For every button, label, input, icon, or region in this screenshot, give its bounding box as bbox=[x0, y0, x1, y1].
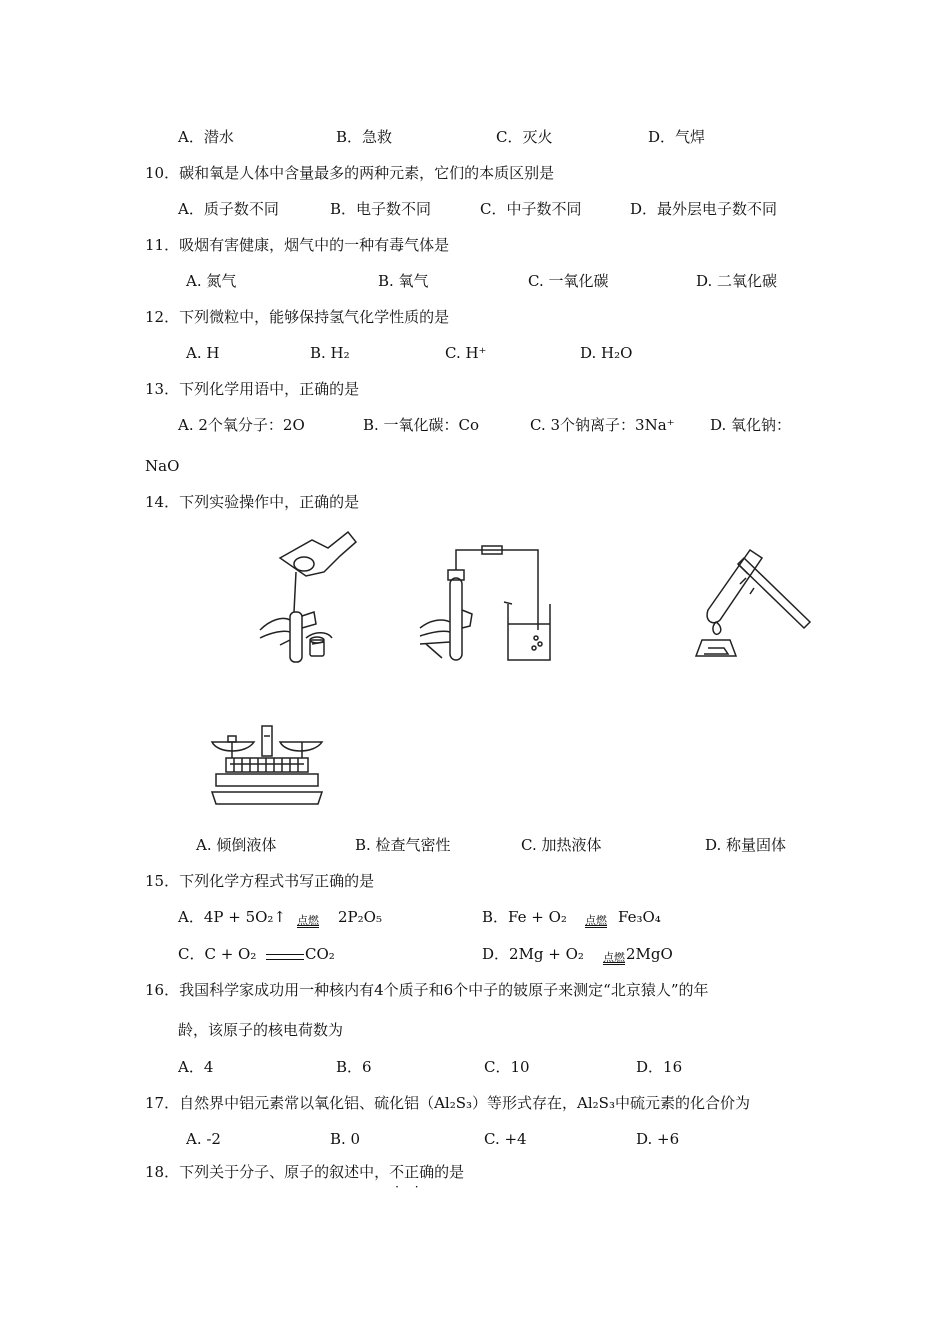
q15-option-c-left: C．C + O₂ bbox=[178, 945, 257, 963]
weighing-solid-figure bbox=[208, 722, 326, 810]
q10-stem: 10．碳和氧是人体中含量最多的两种元素，它们的本质区别是 bbox=[145, 164, 555, 182]
q11-stem: 11．吸烟有害健康，烟气中的一种有毒气体是 bbox=[145, 236, 450, 254]
q14-option-d: D. 称量固体 bbox=[705, 836, 787, 854]
q16-stem-line2: 龄，该原子的核电荷数为 bbox=[178, 1021, 344, 1039]
q17-option-a: A. -2 bbox=[186, 1130, 221, 1148]
q17-option-d: D. +6 bbox=[636, 1130, 680, 1148]
q10-option-d: D．最外层电子数不同 bbox=[630, 200, 778, 218]
q15-option-a-right: 2P₂O₅ bbox=[338, 908, 382, 926]
q10-option-c: C．中子数不同 bbox=[480, 200, 582, 218]
q13-option-d-wrap: NaO bbox=[145, 457, 180, 475]
q16-option-c: C．10 bbox=[484, 1058, 530, 1076]
q17-option-b: B. 0 bbox=[330, 1130, 361, 1148]
q15-a-condition: 点燃 bbox=[297, 914, 319, 927]
q15-option-b-left: B．Fe + O₂ bbox=[482, 908, 567, 926]
q14-stem: 14．下列实验操作中，正确的是 bbox=[145, 493, 360, 511]
q18-stem bbox=[145, 1162, 464, 1182]
q12-option-b: B. H₂ bbox=[310, 344, 350, 362]
q9-option-c: C．灭火 bbox=[496, 128, 553, 146]
q16-option-b: B．6 bbox=[336, 1058, 372, 1076]
q14-option-a: A. 倾倒液体 bbox=[196, 836, 277, 854]
q17-stem: 17．自然界中铝元素常以氧化铝、硫化铝（Al₂S₃）等形式存在，Al₂S₃中硫元素的化合价为 bbox=[145, 1094, 750, 1112]
q15-stem: 15．下列化学方程式书写正确的是 bbox=[145, 872, 375, 890]
q18-stem-part-a: 18．下列关于分子、原子的叙述中， bbox=[145, 1163, 390, 1181]
q13-option-a: A. 2个氧分子：2O bbox=[178, 416, 305, 434]
q18-stem-part-c: 的是 bbox=[434, 1163, 465, 1181]
q15-b-condition: 点燃 bbox=[585, 914, 607, 927]
q13-option-c: C. 3个钠离子：3Na⁺ bbox=[530, 416, 675, 434]
q9-option-d: D．气焊 bbox=[648, 128, 706, 146]
q9-option-a: A．潜水 bbox=[178, 128, 234, 146]
q13-stem: 13．下列化学用语中，正确的是 bbox=[145, 380, 360, 398]
q10-option-b: B．电子数不同 bbox=[330, 200, 432, 218]
q17-option-c: C. +4 bbox=[484, 1130, 527, 1148]
q15-c-equals bbox=[266, 954, 304, 960]
q12-option-c: C. H⁺ bbox=[445, 344, 487, 362]
q11-option-d: D. 二氧化碳 bbox=[696, 272, 778, 290]
q16-option-a: A．4 bbox=[178, 1058, 214, 1076]
heating-liquid-figure bbox=[688, 540, 813, 665]
q12-option-d: D. H₂O bbox=[580, 344, 633, 362]
q15-option-b-right: Fe₃O₄ bbox=[618, 908, 661, 926]
q11-option-a: A. 氮气 bbox=[186, 272, 237, 290]
q16-stem: 16．我国科学家成功用一种核内有4个质子和6个中子的铍原子来测定“北京猿人”的年 bbox=[145, 981, 709, 999]
q18-emphasis: 不正确 · · bbox=[389, 1163, 434, 1181]
q12-option-a: A. H bbox=[186, 344, 220, 362]
q15-option-c-right: CO₂ bbox=[305, 945, 335, 963]
q15-option-d-right: 2MgO bbox=[626, 945, 673, 963]
q15-option-a-left: A．4P + 5O₂↑ bbox=[178, 908, 286, 926]
q13-option-b: B. 一氧化碳：Co bbox=[363, 416, 480, 434]
q12-stem: 12．下列微粒中，能够保持氢气化学性质的是 bbox=[145, 308, 450, 326]
q14-option-c: C. 加热液体 bbox=[521, 836, 602, 854]
q14-option-b: B. 检查气密性 bbox=[355, 836, 451, 854]
q15-d-condition: 点燃 bbox=[603, 951, 625, 964]
q11-option-b: B. 氧气 bbox=[378, 272, 429, 290]
q10-option-a: A．质子数不同 bbox=[178, 200, 279, 218]
q15-option-d-left: D．2Mg + O₂ bbox=[482, 945, 584, 963]
q13-option-d: D. 氧化钠： bbox=[710, 416, 792, 434]
q11-option-c: C. 一氧化碳 bbox=[528, 272, 609, 290]
q16-option-d: D．16 bbox=[636, 1058, 683, 1076]
q9-option-b: B．急救 bbox=[336, 128, 393, 146]
pouring-liquid-figure bbox=[250, 520, 370, 670]
airtightness-check-figure bbox=[412, 540, 562, 670]
